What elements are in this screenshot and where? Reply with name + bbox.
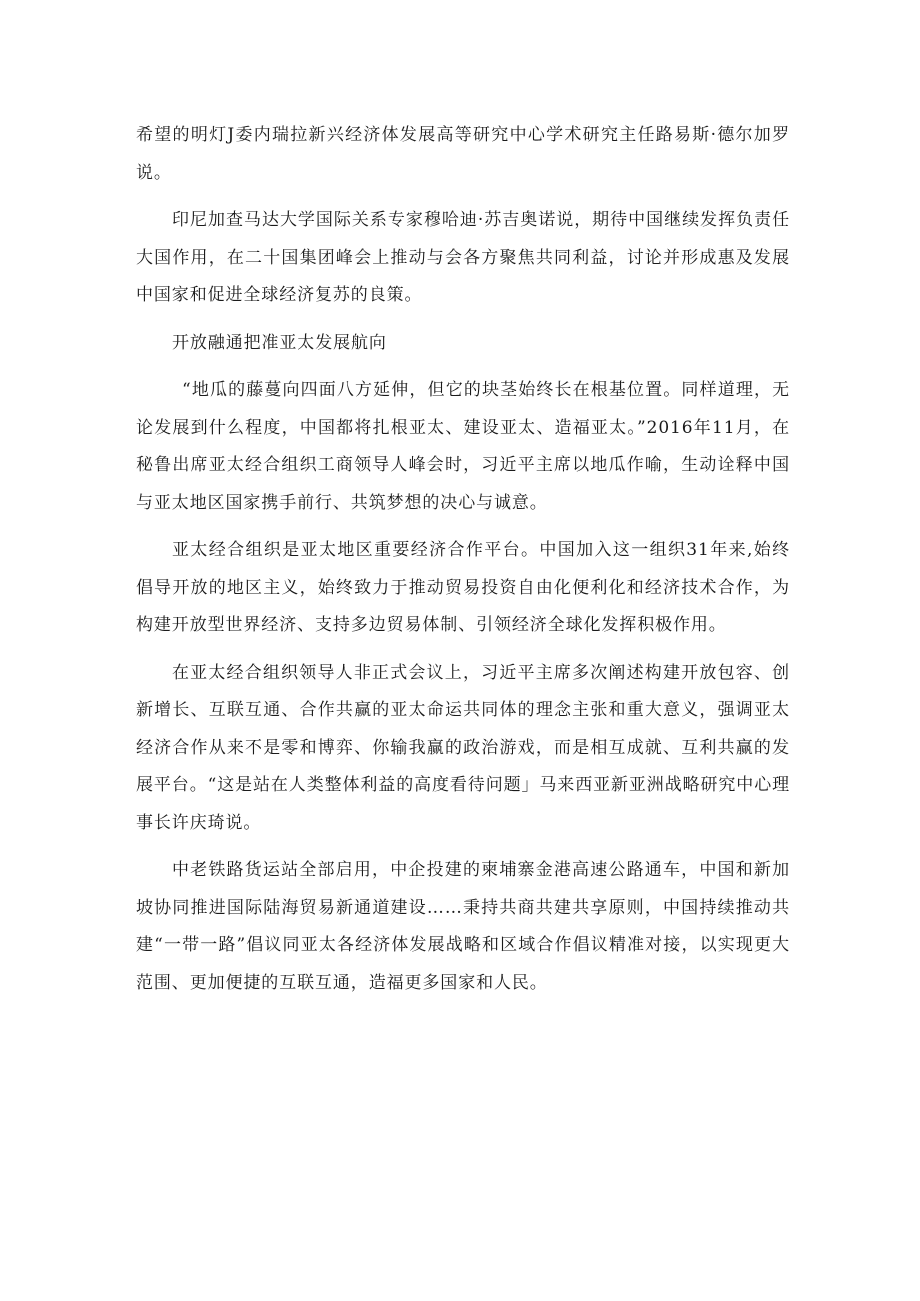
section-heading: 开放融通把准亚太发展航向 [172, 332, 387, 353]
paragraph-sweet-potato-quote: “地瓜的藤蔓向四面八方延伸，但它的块茎始终长在根基位置。同样道理，无论发展到什么程度，中国都将扎根亚太、建设亚太、造福亚太。”2016年11月，在秘鲁出席亚太经合组织工商领导人峰会时，习近平主席以地瓜作喻，生动诠释中国与亚太地区国家携手前行、共筑梦想的决心与诚意。 [136, 380, 790, 513]
article-body [136, 117, 790, 1012]
paragraph-apec-platform: 亚太经合组织是亚太地区重要经济合作平台。中国加入这一组织31年来,始终倡导开放的地区主义，始终致力于推动贸易投资自由化便利化和经济技术合作，为构建开放型世界经济、支持多边贸易体制、引领经济全球化发挥积极作用。 [136, 540, 790, 635]
paragraph-continuation: 希望的明灯J委内瑞拉新兴经济体发展高等研究中心学术研究主任路易斯·德尔加罗说。 [136, 125, 790, 183]
paragraph-indonesia-expert: 印尼加查马达大学国际关系专家穆哈迪·苏吉奥诺说，期待中国继续发挥负责任大国作用，在二十国集团峰会上推动与会各方聚焦共同利益，讨论并形成惠及发展中国家和促进全球经济复苏的良策。 [136, 210, 790, 305]
paragraph-apec-leaders-meeting: 在亚太经合组织领导人非正式会议上，习近平主席多次阐述构建开放包容、创新增长、互联互通、合作共赢的亚太命运共同体的理念主张和重大意义，强调亚太经济合作从来不是零和博弈、你输我赢的政治游戏，而是相互成就、互利共赢的发展平台。“这是站在人类整体利益的高度看待问题」马来西亚新亚洲战略研究中心理事长许庆琦说。 [136, 662, 790, 833]
paragraph-connectivity: 中老铁路货运站全部启用，中企投建的柬埔寨金港高速公路通车，中国和新加坡协同推进国际陆海贸易新通道建设……秉持共商共建共享原则，中国持续推动共建“一带一路”倡议同亚太各经济体发展战略和区域合作倡议精准对接，以实现更大范围、更加便捷的互联互通，造福更多国家和人民。 [136, 860, 790, 993]
